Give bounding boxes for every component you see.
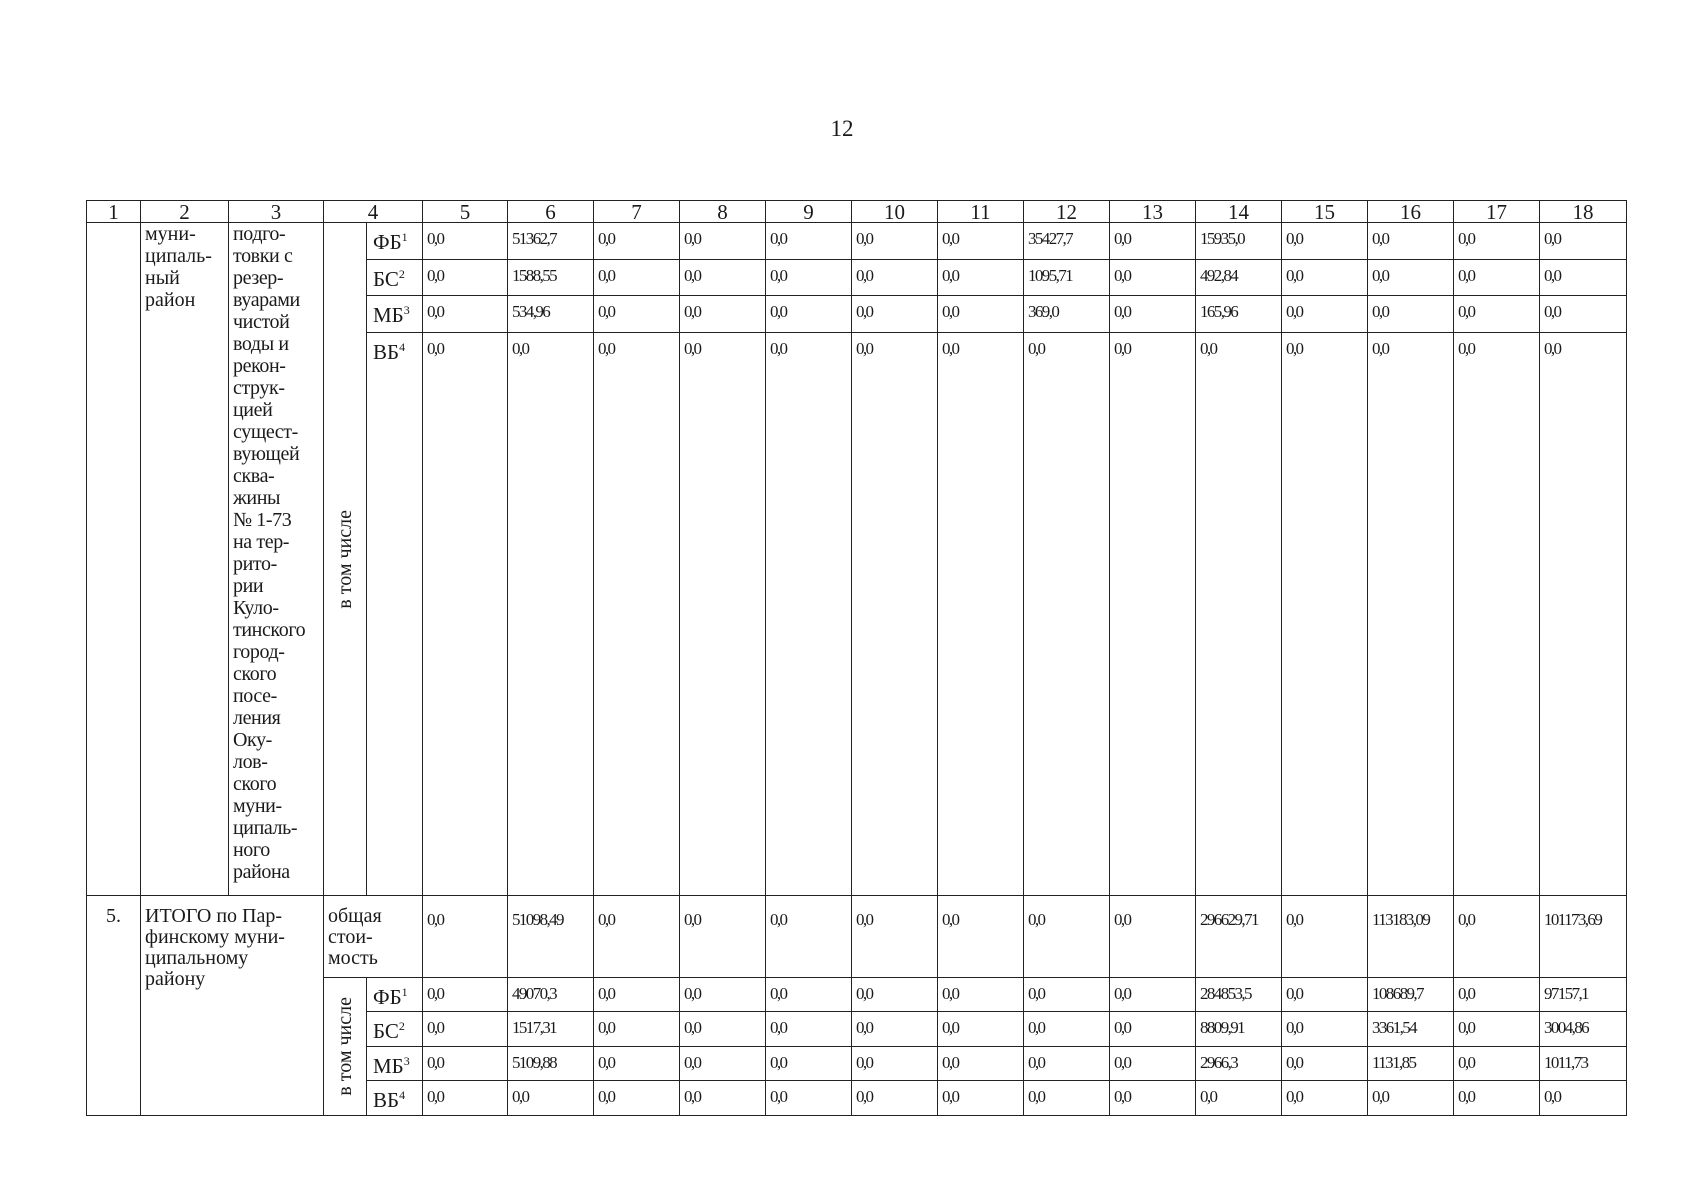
value-cell: 0,0 bbox=[938, 332, 1024, 895]
value-cell: 0,0 bbox=[508, 332, 594, 895]
fund-code-cell bbox=[367, 1012, 423, 1047]
value-cell: 1131,85 bbox=[1368, 1046, 1454, 1081]
column-number: 2 bbox=[141, 201, 229, 223]
column-number: 7 bbox=[594, 201, 680, 223]
total-value-cell: 101173,69 bbox=[1540, 896, 1627, 977]
row-number-cell bbox=[87, 223, 141, 896]
fund-code: ВБ bbox=[373, 339, 400, 364]
value-cell: 0,0 bbox=[594, 223, 680, 259]
value-cell: 1517,31 bbox=[508, 1012, 594, 1047]
value-cell: 0,0 bbox=[852, 259, 938, 295]
value-cell: 0,0 bbox=[766, 296, 852, 332]
value-cell: 0,0 bbox=[852, 977, 938, 1012]
value-cell: 0,0 bbox=[423, 259, 508, 295]
value-cell: 0,0 bbox=[423, 1046, 508, 1081]
value-cell: 0,0 bbox=[1024, 1046, 1110, 1081]
fund-code: ФБ bbox=[373, 230, 402, 255]
fund-code-cell bbox=[367, 332, 423, 895]
value-cell: 1011,73 bbox=[1540, 1046, 1627, 1081]
value-cell: 0,0 bbox=[938, 259, 1024, 295]
fund-code-cell bbox=[367, 1046, 423, 1081]
column-number: 13 bbox=[1110, 201, 1196, 223]
municipality-cell: муни- ципаль- ный район bbox=[141, 223, 229, 896]
fund-footnote-mark: 3 bbox=[403, 303, 410, 318]
value-cell: 0,0 bbox=[852, 223, 938, 259]
value-cell: 0,0 bbox=[1454, 1046, 1540, 1081]
total-value-cell: 0,0 bbox=[423, 896, 508, 977]
value-cell: 0,0 bbox=[1024, 1081, 1110, 1116]
value-cell: 0,0 bbox=[938, 223, 1024, 259]
row-number-cell: 5. bbox=[87, 896, 141, 1116]
column-number: 14 bbox=[1196, 201, 1282, 223]
value-cell: 0,0 bbox=[423, 977, 508, 1012]
value-cell: 0,0 bbox=[1110, 259, 1196, 295]
value-cell: 0,0 bbox=[423, 1081, 508, 1116]
value-cell: 35427,7 bbox=[1024, 223, 1110, 259]
fund-code-cell bbox=[367, 1081, 423, 1116]
value-cell: 0,0 bbox=[1540, 296, 1627, 332]
value-cell: 49070,3 bbox=[508, 977, 594, 1012]
fund-footnote-mark: 4 bbox=[399, 1088, 406, 1103]
value-cell: 0,0 bbox=[1368, 223, 1454, 259]
value-cell: 0,0 bbox=[1196, 332, 1282, 895]
value-cell: 0,0 bbox=[1282, 332, 1368, 895]
value-cell: 5109,88 bbox=[508, 1046, 594, 1081]
including-label: в том числе bbox=[334, 509, 356, 609]
including-label: в том числе bbox=[334, 996, 356, 1096]
total-value-cell: 113183,09 bbox=[1368, 896, 1454, 977]
value-cell: 3361,54 bbox=[1368, 1012, 1454, 1047]
value-cell: 15935,0 bbox=[1196, 223, 1282, 259]
value-cell: 0,0 bbox=[1368, 259, 1454, 295]
value-cell: 0,0 bbox=[1196, 1081, 1282, 1116]
value-cell: 0,0 bbox=[423, 1012, 508, 1047]
value-cell: 0,0 bbox=[680, 332, 766, 895]
value-cell: 0,0 bbox=[680, 977, 766, 1012]
value-cell: 0,0 bbox=[1454, 296, 1540, 332]
value-cell: 0,0 bbox=[1454, 223, 1540, 259]
value-cell: 0,0 bbox=[1024, 332, 1110, 895]
column-number: 18 bbox=[1540, 201, 1627, 223]
fund-code: МБ bbox=[373, 1053, 404, 1078]
value-cell: 0,0 bbox=[1282, 296, 1368, 332]
column-number: 9 bbox=[766, 201, 852, 223]
value-cell: 0,0 bbox=[680, 1046, 766, 1081]
fund-footnote-mark: 1 bbox=[401, 984, 408, 999]
total-cost-label: общая стои- мость bbox=[324, 896, 423, 977]
total-value-cell: 0,0 bbox=[680, 896, 766, 977]
value-cell: 108689,7 bbox=[1368, 977, 1454, 1012]
value-cell: 0,0 bbox=[1454, 977, 1540, 1012]
value-cell: 0,0 bbox=[680, 296, 766, 332]
value-cell: 0,0 bbox=[852, 332, 938, 895]
value-cell: 8809,91 bbox=[1196, 1012, 1282, 1047]
column-number: 8 bbox=[680, 201, 766, 223]
value-cell: 0,0 bbox=[1110, 1081, 1196, 1116]
value-cell: 2966,3 bbox=[1196, 1046, 1282, 1081]
value-cell: 0,0 bbox=[1454, 259, 1540, 295]
value-cell: 0,0 bbox=[1282, 259, 1368, 295]
fund-code: МБ bbox=[373, 303, 404, 328]
fund-code: БС bbox=[373, 266, 399, 291]
value-cell: 0,0 bbox=[594, 1081, 680, 1116]
value-cell: 0,0 bbox=[1110, 223, 1196, 259]
total-value-cell: 0,0 bbox=[1024, 896, 1110, 977]
value-cell: 0,0 bbox=[1454, 1012, 1540, 1047]
fund-code-cell bbox=[367, 296, 423, 332]
column-number: 3 bbox=[229, 201, 324, 223]
value-cell: 0,0 bbox=[680, 1012, 766, 1047]
value-cell: 0,0 bbox=[1282, 223, 1368, 259]
value-cell: 97157,1 bbox=[1540, 977, 1627, 1012]
column-number: 1 bbox=[87, 201, 141, 223]
value-cell: 0,0 bbox=[1454, 332, 1540, 895]
value-cell: 165,96 bbox=[1196, 296, 1282, 332]
value-cell: 0,0 bbox=[594, 259, 680, 295]
fund-code-cell bbox=[367, 259, 423, 295]
value-cell: 0,0 bbox=[766, 259, 852, 295]
total-value-cell: 0,0 bbox=[1110, 896, 1196, 977]
value-cell: 0,0 bbox=[594, 296, 680, 332]
fund-footnote-mark: 3 bbox=[403, 1053, 410, 1068]
value-cell: 0,0 bbox=[938, 1012, 1024, 1047]
value-cell: 0,0 bbox=[1282, 1012, 1368, 1047]
total-value-cell: 0,0 bbox=[938, 896, 1024, 977]
including-label-cell bbox=[324, 977, 367, 1115]
value-cell: 492,84 bbox=[1196, 259, 1282, 295]
value-cell: 51362,7 bbox=[508, 223, 594, 259]
fund-footnote-mark: 2 bbox=[398, 1019, 405, 1034]
value-cell: 284853,5 bbox=[1196, 977, 1282, 1012]
value-cell: 0,0 bbox=[508, 1081, 594, 1116]
table-body bbox=[87, 201, 1627, 1116]
column-number: 15 bbox=[1282, 201, 1368, 223]
value-cell: 0,0 bbox=[938, 1046, 1024, 1081]
column-number: 12 bbox=[1024, 201, 1110, 223]
fund-footnote-mark: 1 bbox=[401, 230, 408, 245]
value-cell: 0,0 bbox=[852, 1012, 938, 1047]
value-cell: 0,0 bbox=[1540, 332, 1627, 895]
column-number: 17 bbox=[1454, 201, 1540, 223]
value-cell: 0,0 bbox=[1024, 977, 1110, 1012]
value-cell: 0,0 bbox=[423, 223, 508, 259]
total-value-cell: 0,0 bbox=[852, 896, 938, 977]
budget-table bbox=[86, 200, 1627, 1116]
value-cell: 369,0 bbox=[1024, 296, 1110, 332]
total-value-cell: 51098,49 bbox=[508, 896, 594, 977]
column-number: 6 bbox=[508, 201, 594, 223]
column-number: 4 bbox=[324, 201, 423, 223]
value-cell: 1095,71 bbox=[1024, 259, 1110, 295]
value-cell: 0,0 bbox=[594, 977, 680, 1012]
value-cell: 0,0 bbox=[1282, 1081, 1368, 1116]
value-cell: 0,0 bbox=[1368, 332, 1454, 895]
fund-code: ФБ bbox=[373, 984, 402, 1009]
column-number: 5 bbox=[423, 201, 508, 223]
value-cell: 0,0 bbox=[1110, 1046, 1196, 1081]
total-value-cell: 296629,71 bbox=[1196, 896, 1282, 977]
column-number-row bbox=[87, 201, 1627, 223]
column-number: 16 bbox=[1368, 201, 1454, 223]
value-cell: 0,0 bbox=[1110, 1012, 1196, 1047]
value-cell: 0,0 bbox=[680, 1081, 766, 1116]
value-cell: 0,0 bbox=[1368, 296, 1454, 332]
value-cell: 0,0 bbox=[766, 332, 852, 895]
value-cell: 0,0 bbox=[938, 977, 1024, 1012]
value-cell: 0,0 bbox=[594, 1012, 680, 1047]
value-cell: 1588,55 bbox=[508, 259, 594, 295]
value-cell: 0,0 bbox=[423, 296, 508, 332]
column-number: 10 bbox=[852, 201, 938, 223]
total-value-cell: 0,0 bbox=[1454, 896, 1540, 977]
fund-code: ВБ bbox=[373, 1088, 400, 1113]
value-cell: 0,0 bbox=[766, 1012, 852, 1047]
total-value-cell: 0,0 bbox=[1282, 896, 1368, 977]
value-cell: 0,0 bbox=[594, 332, 680, 895]
table-row bbox=[87, 896, 1627, 977]
total-value-cell: 0,0 bbox=[766, 896, 852, 977]
value-cell: 0,0 bbox=[938, 1081, 1024, 1116]
value-cell: 0,0 bbox=[1110, 332, 1196, 895]
column-number: 11 bbox=[938, 201, 1024, 223]
value-cell: 0,0 bbox=[852, 296, 938, 332]
value-cell: 0,0 bbox=[938, 296, 1024, 332]
value-cell: 0,0 bbox=[1540, 259, 1627, 295]
value-cell: 0,0 bbox=[1282, 1046, 1368, 1081]
value-cell: 0,0 bbox=[1024, 1012, 1110, 1047]
total-value-cell: 0,0 bbox=[594, 896, 680, 977]
value-cell: 0,0 bbox=[852, 1046, 938, 1081]
fund-code-cell bbox=[367, 223, 423, 259]
value-cell: 0,0 bbox=[1540, 223, 1627, 259]
value-cell: 0,0 bbox=[1110, 977, 1196, 1012]
value-cell: 0,0 bbox=[1368, 1081, 1454, 1116]
table-row bbox=[87, 223, 1627, 259]
value-cell: 0,0 bbox=[766, 977, 852, 1012]
value-cell: 0,0 bbox=[766, 223, 852, 259]
value-cell: 0,0 bbox=[1110, 296, 1196, 332]
project-description-cell: подго- товки с резер- вуарами чистой воды и рекон- струк- цией сущест- вующей сква- жины № 1-73 на тер- рито- рии Куло- тинского город- ского посе- ления Оку- лов- ского муни- ципаль- ного района bbox=[229, 223, 324, 896]
page-number: 12 bbox=[830, 116, 854, 141]
fund-footnote-mark: 2 bbox=[398, 266, 405, 281]
value-cell: 0,0 bbox=[594, 1046, 680, 1081]
total-name-cell: ИТОГО по Пар- финскому муни- ципальному району bbox=[141, 896, 324, 1116]
fund-footnote-mark: 4 bbox=[399, 339, 406, 354]
value-cell: 3004,86 bbox=[1540, 1012, 1627, 1047]
fund-code: БС bbox=[373, 1019, 399, 1044]
value-cell: 0,0 bbox=[680, 259, 766, 295]
fund-code-cell bbox=[367, 977, 423, 1012]
value-cell: 0,0 bbox=[1282, 977, 1368, 1012]
value-cell: 0,0 bbox=[852, 1081, 938, 1116]
value-cell: 0,0 bbox=[423, 332, 508, 895]
value-cell: 0,0 bbox=[1454, 1081, 1540, 1116]
value-cell: 0,0 bbox=[766, 1081, 852, 1116]
including-label-cell bbox=[324, 223, 367, 896]
value-cell: 0,0 bbox=[1540, 1081, 1627, 1116]
value-cell: 0,0 bbox=[680, 223, 766, 259]
value-cell: 534,96 bbox=[508, 296, 594, 332]
value-cell: 0,0 bbox=[766, 1046, 852, 1081]
